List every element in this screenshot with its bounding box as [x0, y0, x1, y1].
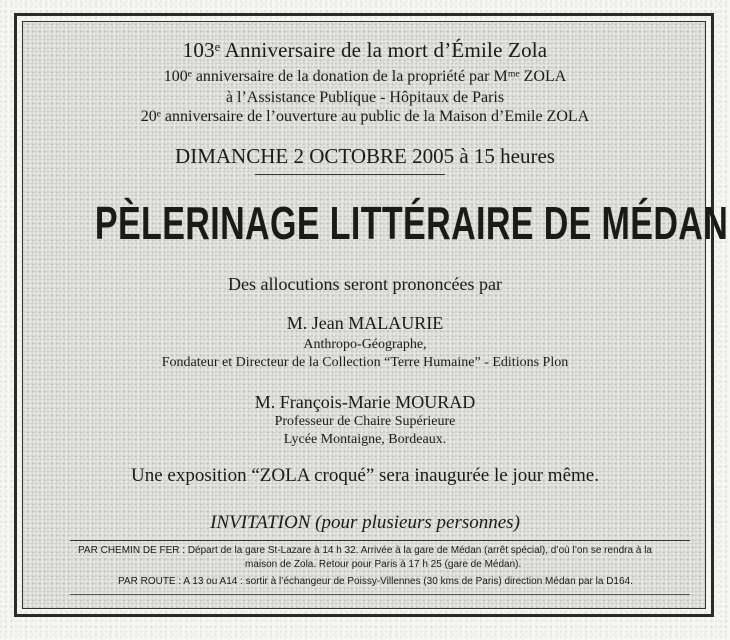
- speaker2-name: M. François-Marie MOURAD: [254, 392, 476, 412]
- date-underline: [255, 174, 445, 175]
- assistance-line: à l’Assistance Publique - Hôpitaux de Paris: [225, 89, 505, 106]
- speaker2-role: Professeur de Chaire Supérieure: [274, 414, 456, 429]
- speaker2-affiliation: Lycée Montaigne, Bordeaux.: [283, 432, 447, 447]
- donation-line: 100ᵉ anniversaire de la donation de la propriété par Mᵐᵉ ZOLA: [163, 68, 567, 85]
- speaker1-role: Anthropo-Géographe,: [303, 337, 427, 352]
- bottom-rule: [70, 594, 690, 595]
- speaker1-name: M. Jean MALAURIE: [286, 313, 444, 333]
- exhibition-line: Une exposition “ZOLA croqué” sera inaugurée le jour même.: [131, 465, 599, 486]
- speeches-intro: Des allocutions seront prononcées par: [228, 274, 502, 294]
- speaker1-affiliation: Fondateur et Directeur de la Collection “Terre Humaine” - Editions Plon: [161, 355, 569, 370]
- event-date: DIMANCHE 2 OCTOBRE 2005 à 15 heures: [175, 144, 555, 168]
- rail-directions-line1: PAR CHEMIN DE FER : Départ de la gare St-Lazare à 14 h 32. Arrivée à la gare de Médan (arrêt spécial), d’où l’on se rendra à la: [78, 545, 652, 556]
- opening-anniversary-line: 20ᵉ anniversaire de l’ouverture au public de la Maison d’Emile ZOLA: [140, 108, 590, 125]
- rail-directions-line2: maison de Zola. Retour pour Paris à 17 h 25 (gare de Médan).: [245, 559, 522, 570]
- invitation-line: INVITATION (pour plusieurs personnes): [210, 512, 520, 533]
- main-title: PÈLERINAGE LITTÉRAIRE DE MÉDAN: [94, 197, 729, 249]
- anniversary-heading: 103ᵉ Anniversaire de la mort d’Émile Zola: [182, 38, 548, 62]
- access-divider: [70, 540, 690, 541]
- road-directions: PAR ROUTE : A 13 ou A14 : sortir à l’échangeur de Poissy-Villennes (30 kms de Paris) direction Médan par la D164.: [118, 576, 633, 587]
